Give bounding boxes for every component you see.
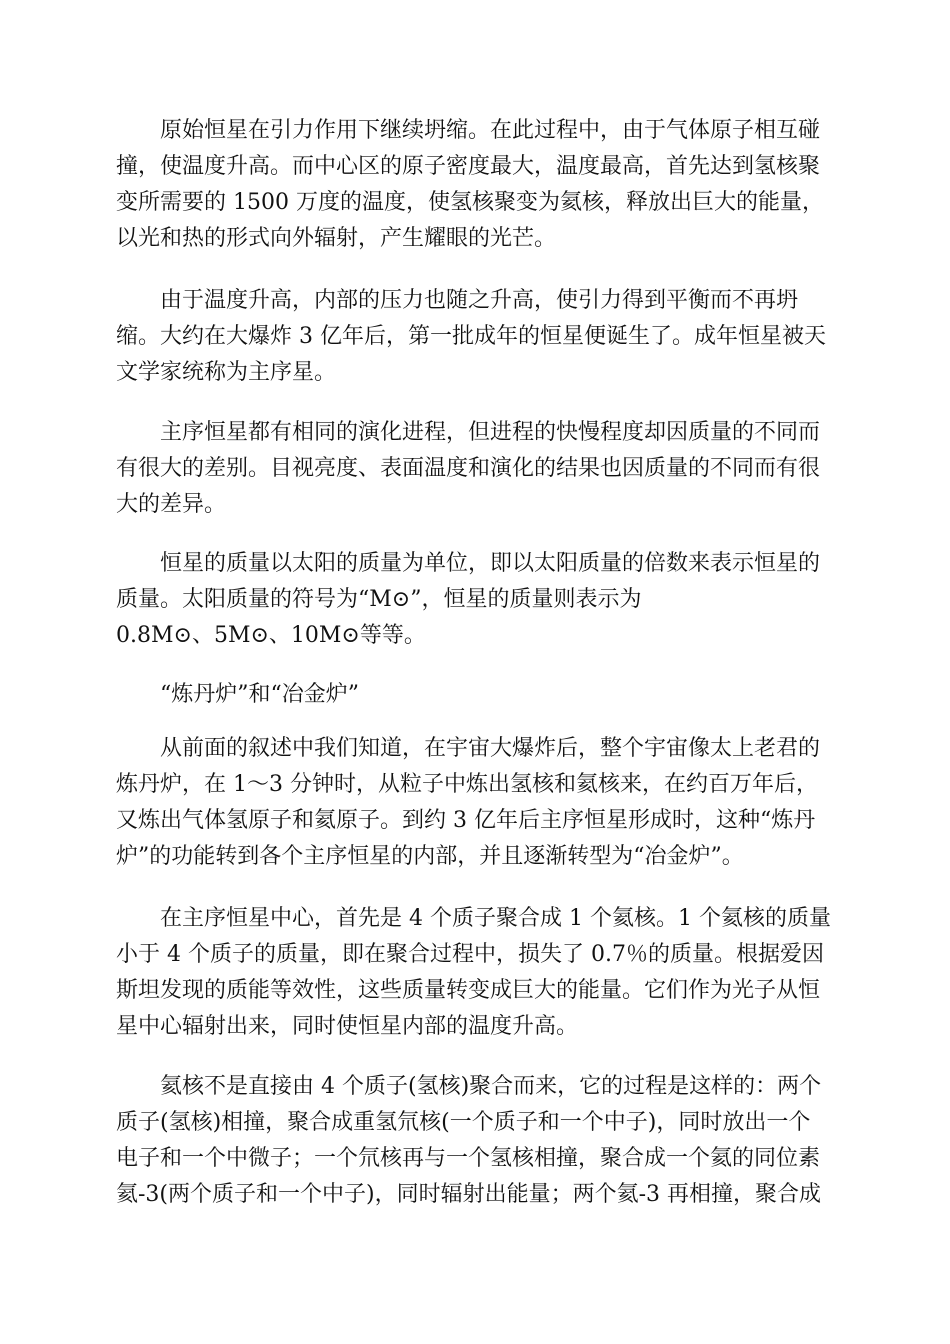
text-line: 小于 4 个质子的质量，即在聚合过程中，损失了 0.7％的质量。根据爱因 [116,942,824,967]
text-line: 撞，使温度升高。而中心区的原子密度最大，温度最高，首先达到氢核聚 [116,154,821,179]
text-line: 质量。太阳质量的符号为“M⊙”，恒星的质量则表示为 [116,587,642,612]
text-line: 大的差异。 [116,492,227,517]
text-line: 由于温度升高，内部的压力也随之升高，使引力得到平衡而不再坍 [160,288,799,313]
text-line: 缩。大约在大爆炸 3 亿年后，第一批成年的恒星便诞生了。成年恒星被天 [116,324,826,349]
text-line: 又炼出气体氢原子和氦原子。到约 3 亿年后主序恒星形成时，这种“炼丹 [116,808,816,833]
text-line: 从前面的叙述中我们知道，在宇宙大爆炸后，整个宇宙像太上老君的 [160,736,821,761]
text-line: 变所需要的 1500 万度的温度，使氢核聚变为氦核，释放出巨大的能量， [116,190,824,215]
text-line: 文学家统称为主序星。 [116,360,337,385]
text-line: 质子(氢核)相撞，聚合成重氢氘核(一个质子和一个中子)，同时放出一个 [116,1110,811,1135]
text-line: 0.8M⊙、5M⊙、10M⊙等等。 [116,623,426,648]
text-line: 有很大的差别。目视亮度、表面温度和演化的结果也因质量的不同而有很 [116,456,821,481]
text-line: 星中心辐射出来，同时使恒星内部的温度升高。 [116,1014,579,1039]
text-line: 以光和热的形式向外辐射，产生耀眼的光芒。 [116,226,557,251]
text-line: 斯坦发现的质能等效性，这些质量转变成巨大的能量。它们作为光子从恒 [116,978,821,1003]
text-line: 氦-3(两个质子和一个中子)，同时辐射出能量；两个氦-3 再相撞，聚合成 [116,1182,822,1207]
section-heading-text: “炼丹炉”和“冶金炉” [160,682,359,707]
text-line: 氦核不是直接由 4 个质子(氢核)聚合而来，它的过程是这样的：两个 [160,1074,822,1099]
text-line: 原始恒星在引力作用下继续坍缩。在此过程中，由于气体原子相互碰 [160,118,821,143]
text-line: 炼丹炉，在 1～3 分钟时，从粒子中炼出氢核和氦核来，在约百万年后， [116,772,818,797]
text-line: 电子和一个中微子；一个氘核再与一个氢核相撞，聚合成一个氦的同位素 [116,1146,821,1171]
text-line: 主序恒星都有相同的演化进程，但进程的快慢程度却因质量的不同而 [160,420,821,445]
text-line: 恒星的质量以太阳的质量为单位，即以太阳质量的倍数来表示恒星的 [160,551,821,576]
text-line: 炉”的功能转到各个主序恒星的内部，并且逐渐转型为“冶金炉”。 [116,844,744,869]
text-line: 在主序恒星中心，首先是 4 个质子聚合成 1 个氦核。1 个氦核的质量 [160,906,831,931]
